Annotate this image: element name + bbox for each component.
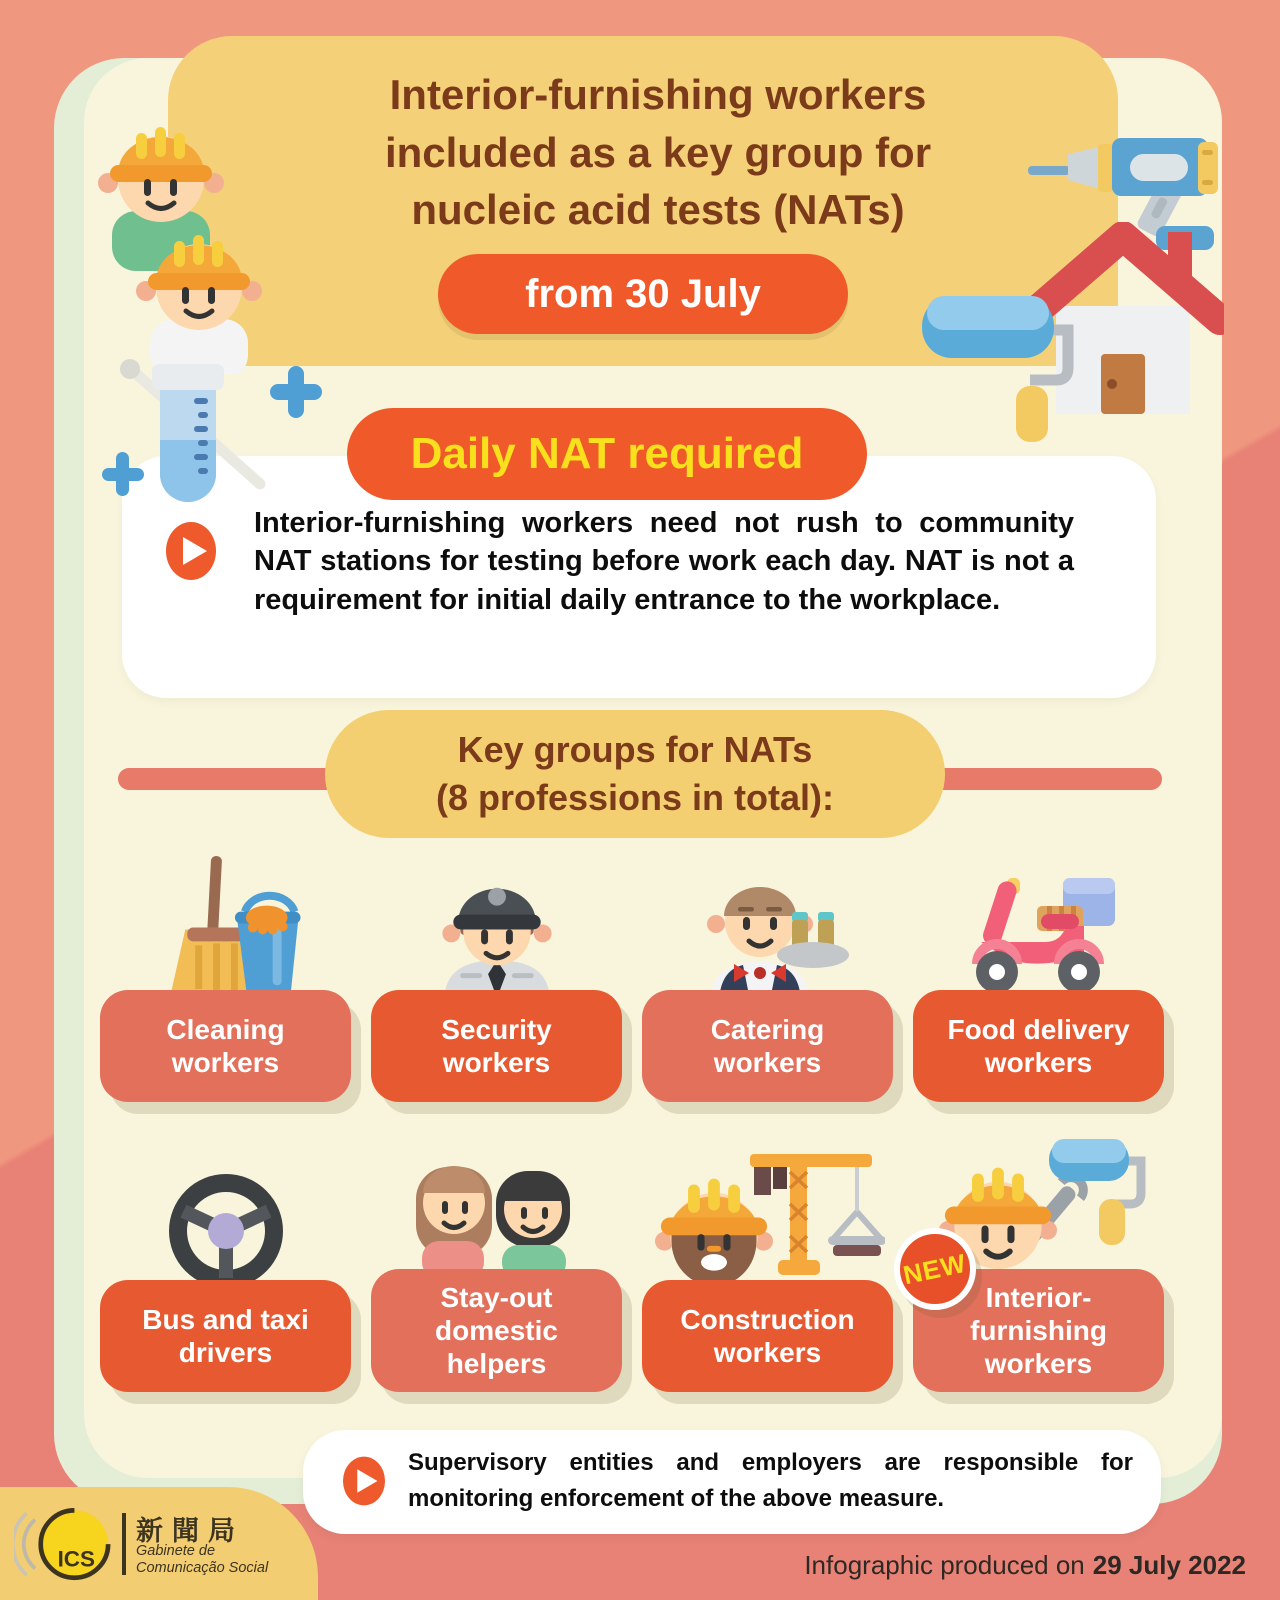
- profession-cleaning: [100, 856, 351, 1102]
- bullet-play-icon: [343, 1456, 385, 1506]
- daily-nat-heading-pill: [347, 408, 867, 500]
- new-badge-label: NEW: [900, 1247, 970, 1290]
- daily-nat-heading: Daily NAT required: [410, 429, 804, 478]
- delivery-scooter-icon: [951, 872, 1126, 1000]
- profession-card: Stay-out domestic helpers: [371, 1269, 622, 1392]
- title-line-3: nucleic acid tests (NATs): [411, 186, 905, 234]
- logo-divider: [122, 1513, 126, 1575]
- logo-portuguese-name: [136, 1543, 268, 1578]
- profession-domestic-helpers: [371, 1120, 622, 1392]
- logo-pt-line-1: Gabinete de: [136, 1543, 216, 1559]
- construction-worker-crane-icon: [650, 1140, 885, 1290]
- footnote-box: [303, 1430, 1161, 1534]
- waiter-tray-icon: [685, 860, 850, 1000]
- profession-security: [371, 856, 622, 1102]
- produced-date-note: [804, 1550, 1246, 1581]
- professions-row-1: [100, 856, 1164, 1102]
- key-groups-heading-pill: [325, 710, 945, 838]
- test-tube-icon: [102, 356, 340, 520]
- profession-card: Construction workers: [642, 1280, 893, 1392]
- paint-roller-icon: [922, 282, 1084, 454]
- produced-label: Infographic produced on: [804, 1550, 1085, 1580]
- bullet-play-icon: [166, 522, 216, 580]
- produced-date: 29 July 2022: [1092, 1550, 1246, 1580]
- security-guard-icon: [422, 856, 572, 1000]
- date-pill-label: from 30 July: [525, 271, 761, 316]
- page-title: [238, 66, 1078, 239]
- profession-card: Food delivery workers: [913, 990, 1164, 1102]
- profession-card: Cleaning workers: [100, 990, 351, 1102]
- profession-card: Bus and taxi drivers: [100, 1280, 351, 1392]
- profession-card: Interior-furnishing workers: [913, 1269, 1164, 1392]
- footnote-body: Supervisory entities and employers are responsible for monitoring enforcement of the above measure.: [408, 1449, 1133, 1512]
- profession-construction: [642, 1120, 893, 1392]
- key-groups-heading-line-2: (8 professions in total):: [435, 777, 835, 818]
- key-groups-heading-line-1: Key groups for NATs: [457, 729, 813, 771]
- title-line-1: Interior-furnishing workers: [389, 71, 927, 118]
- two-helpers-icon: [408, 1139, 586, 1279]
- profession-food-delivery: [913, 856, 1164, 1102]
- logo-pt-line-2: Comunicação Social: [136, 1560, 269, 1577]
- title-line-2: included as a key group for: [384, 128, 932, 176]
- daily-nat-body: Interior-furnishing workers need not rush to community NAT stations for testing before work each day. NAT is not a requirement for initial daily entrance to the workplace.: [254, 507, 1074, 616]
- profession-bus-taxi: [100, 1120, 351, 1392]
- profession-card: Security workers: [371, 990, 622, 1102]
- logo-chinese-name: 新聞局: [136, 1516, 244, 1546]
- profession-catering: [642, 856, 893, 1102]
- broom-bucket-icon: [151, 856, 301, 1000]
- profession-card: Catering workers: [642, 990, 893, 1102]
- date-pill: [438, 254, 848, 334]
- svg-text:ICS: ICS: [57, 1546, 96, 1572]
- new-badge: [894, 1228, 976, 1310]
- steering-wheel-icon: [167, 1172, 285, 1290]
- professions-row-2: [100, 1120, 1164, 1392]
- gcs-logo-icon: [14, 1501, 118, 1589]
- construction-workers-icon: [86, 82, 276, 374]
- footer-logo-box: [0, 1487, 318, 1600]
